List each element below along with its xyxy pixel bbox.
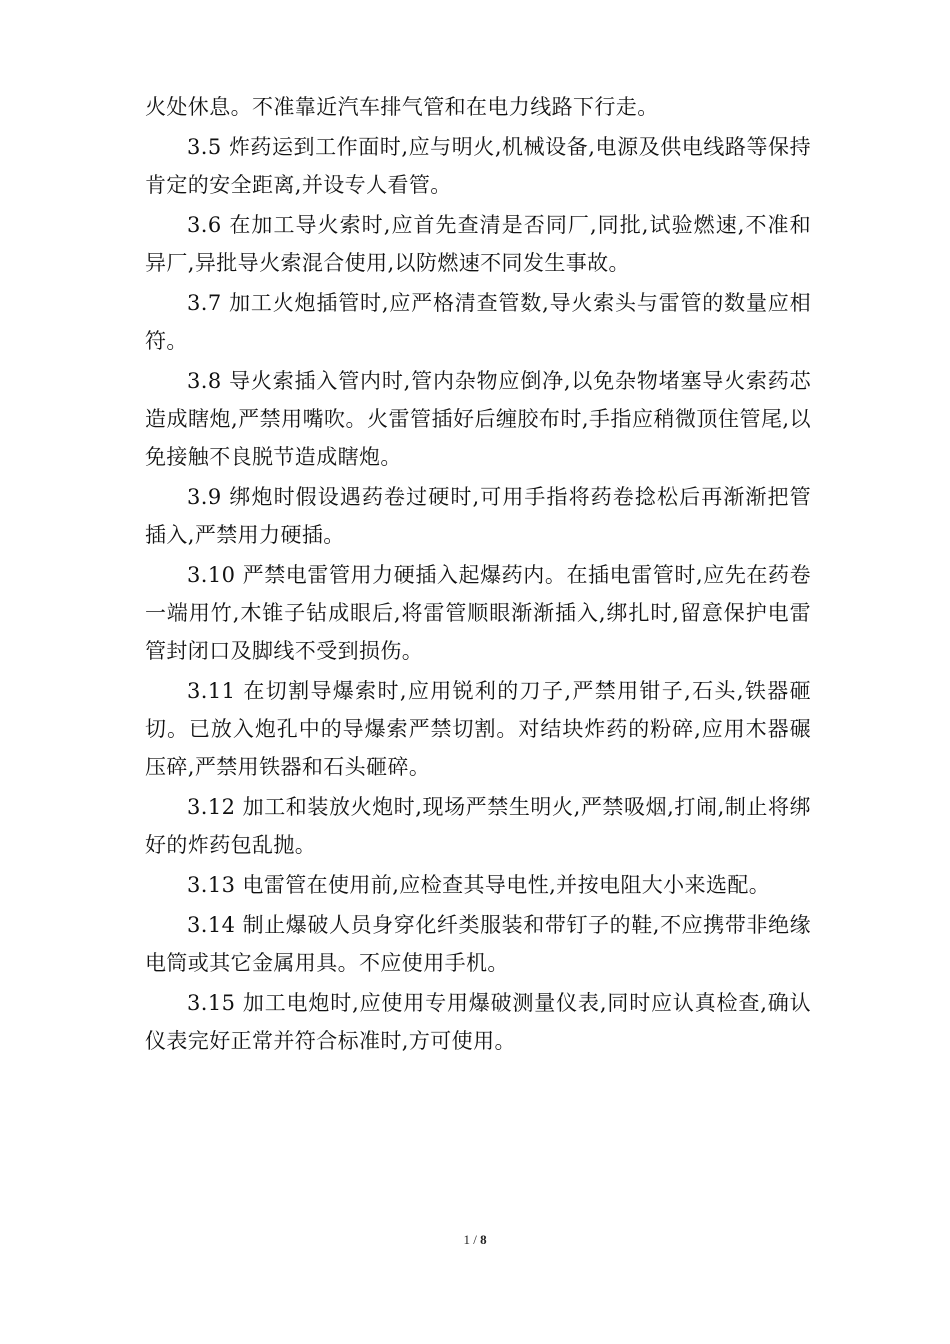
paragraph-0: 火处休息。不准靠近汽车排气管和在电力线路下行走。 bbox=[145, 95, 659, 119]
paragraph-4: 3.8 导火索插入管内时,管内杂物应倒净,以免杂物堵塞导火索药芯造成瞎炮,严禁用嘴吹。火雷管插好后缠胶布时,手指应稍微顶住管尾,以免接触不良脱节造成瞎炮。 bbox=[145, 369, 811, 469]
page-separator: / bbox=[469, 1232, 481, 1247]
paragraph-10: 3.14 制止爆破人员身穿化纤类服装和带钉子的鞋,不应携带非绝缘电筒或其它金属用具。不应使用手机。 bbox=[145, 913, 811, 975]
page-number bbox=[0, 1232, 950, 1248]
document-body bbox=[145, 88, 811, 1060]
page-total: 8 bbox=[480, 1232, 487, 1247]
paragraph-8: 3.12 加工和装放火炮时,现场严禁生明火,严禁吸烟,打闹,制止将绑好的炸药包乱抛。 bbox=[145, 795, 811, 857]
paragraph-9: 3.13 电雷管在使用前,应检查其导电性,并按电阻大小来选配。 bbox=[187, 873, 771, 897]
paragraph-5: 3.9 绑炮时假设遇药卷过硬时,可用手指将药卷捻松后再渐渐把管插入,严禁用力硬插。 bbox=[145, 485, 811, 547]
paragraph-11: 3.15 加工电炮时,应使用专用爆破测量仪表,同时应认真检查,确认仪表完好正常并符合标准时,方可使用。 bbox=[145, 991, 811, 1053]
paragraph-7: 3.11 在切割导爆索时,应用锐利的刀子,严禁用钳子,石头,铁器砸切。已放入炮孔中的导爆索严禁切割。对结块炸药的粉碎,应用木器碾压碎,严禁用铁器和石头砸碎。 bbox=[145, 679, 811, 779]
paragraph-1: 3.5 炸药运到工作面时,应与明火,机械设备,电源及供电线路等保持肯定的安全距离,并设专人看管。 bbox=[145, 135, 811, 197]
paragraph-6: 3.10 严禁电雷管用力硬插入起爆药内。在插电雷管时,应先在药卷一端用竹,木锥子钻成眼后,将雷管顺眼渐渐插入,绑扎时,留意保护电雷管封闭口及脚线不受到损伤。 bbox=[145, 563, 811, 663]
paragraph-2: 3.6 在加工导火索时,应首先查清是否同厂,同批,试验燃速,不准和异厂,异批导火索混合使用,以防燃速不同发生事故。 bbox=[145, 213, 811, 275]
page-current: 1 bbox=[463, 1232, 470, 1247]
paragraph-3: 3.7 加工火炮插管时,应严格清查管数,导火索头与雷管的数量应相符。 bbox=[145, 291, 811, 353]
